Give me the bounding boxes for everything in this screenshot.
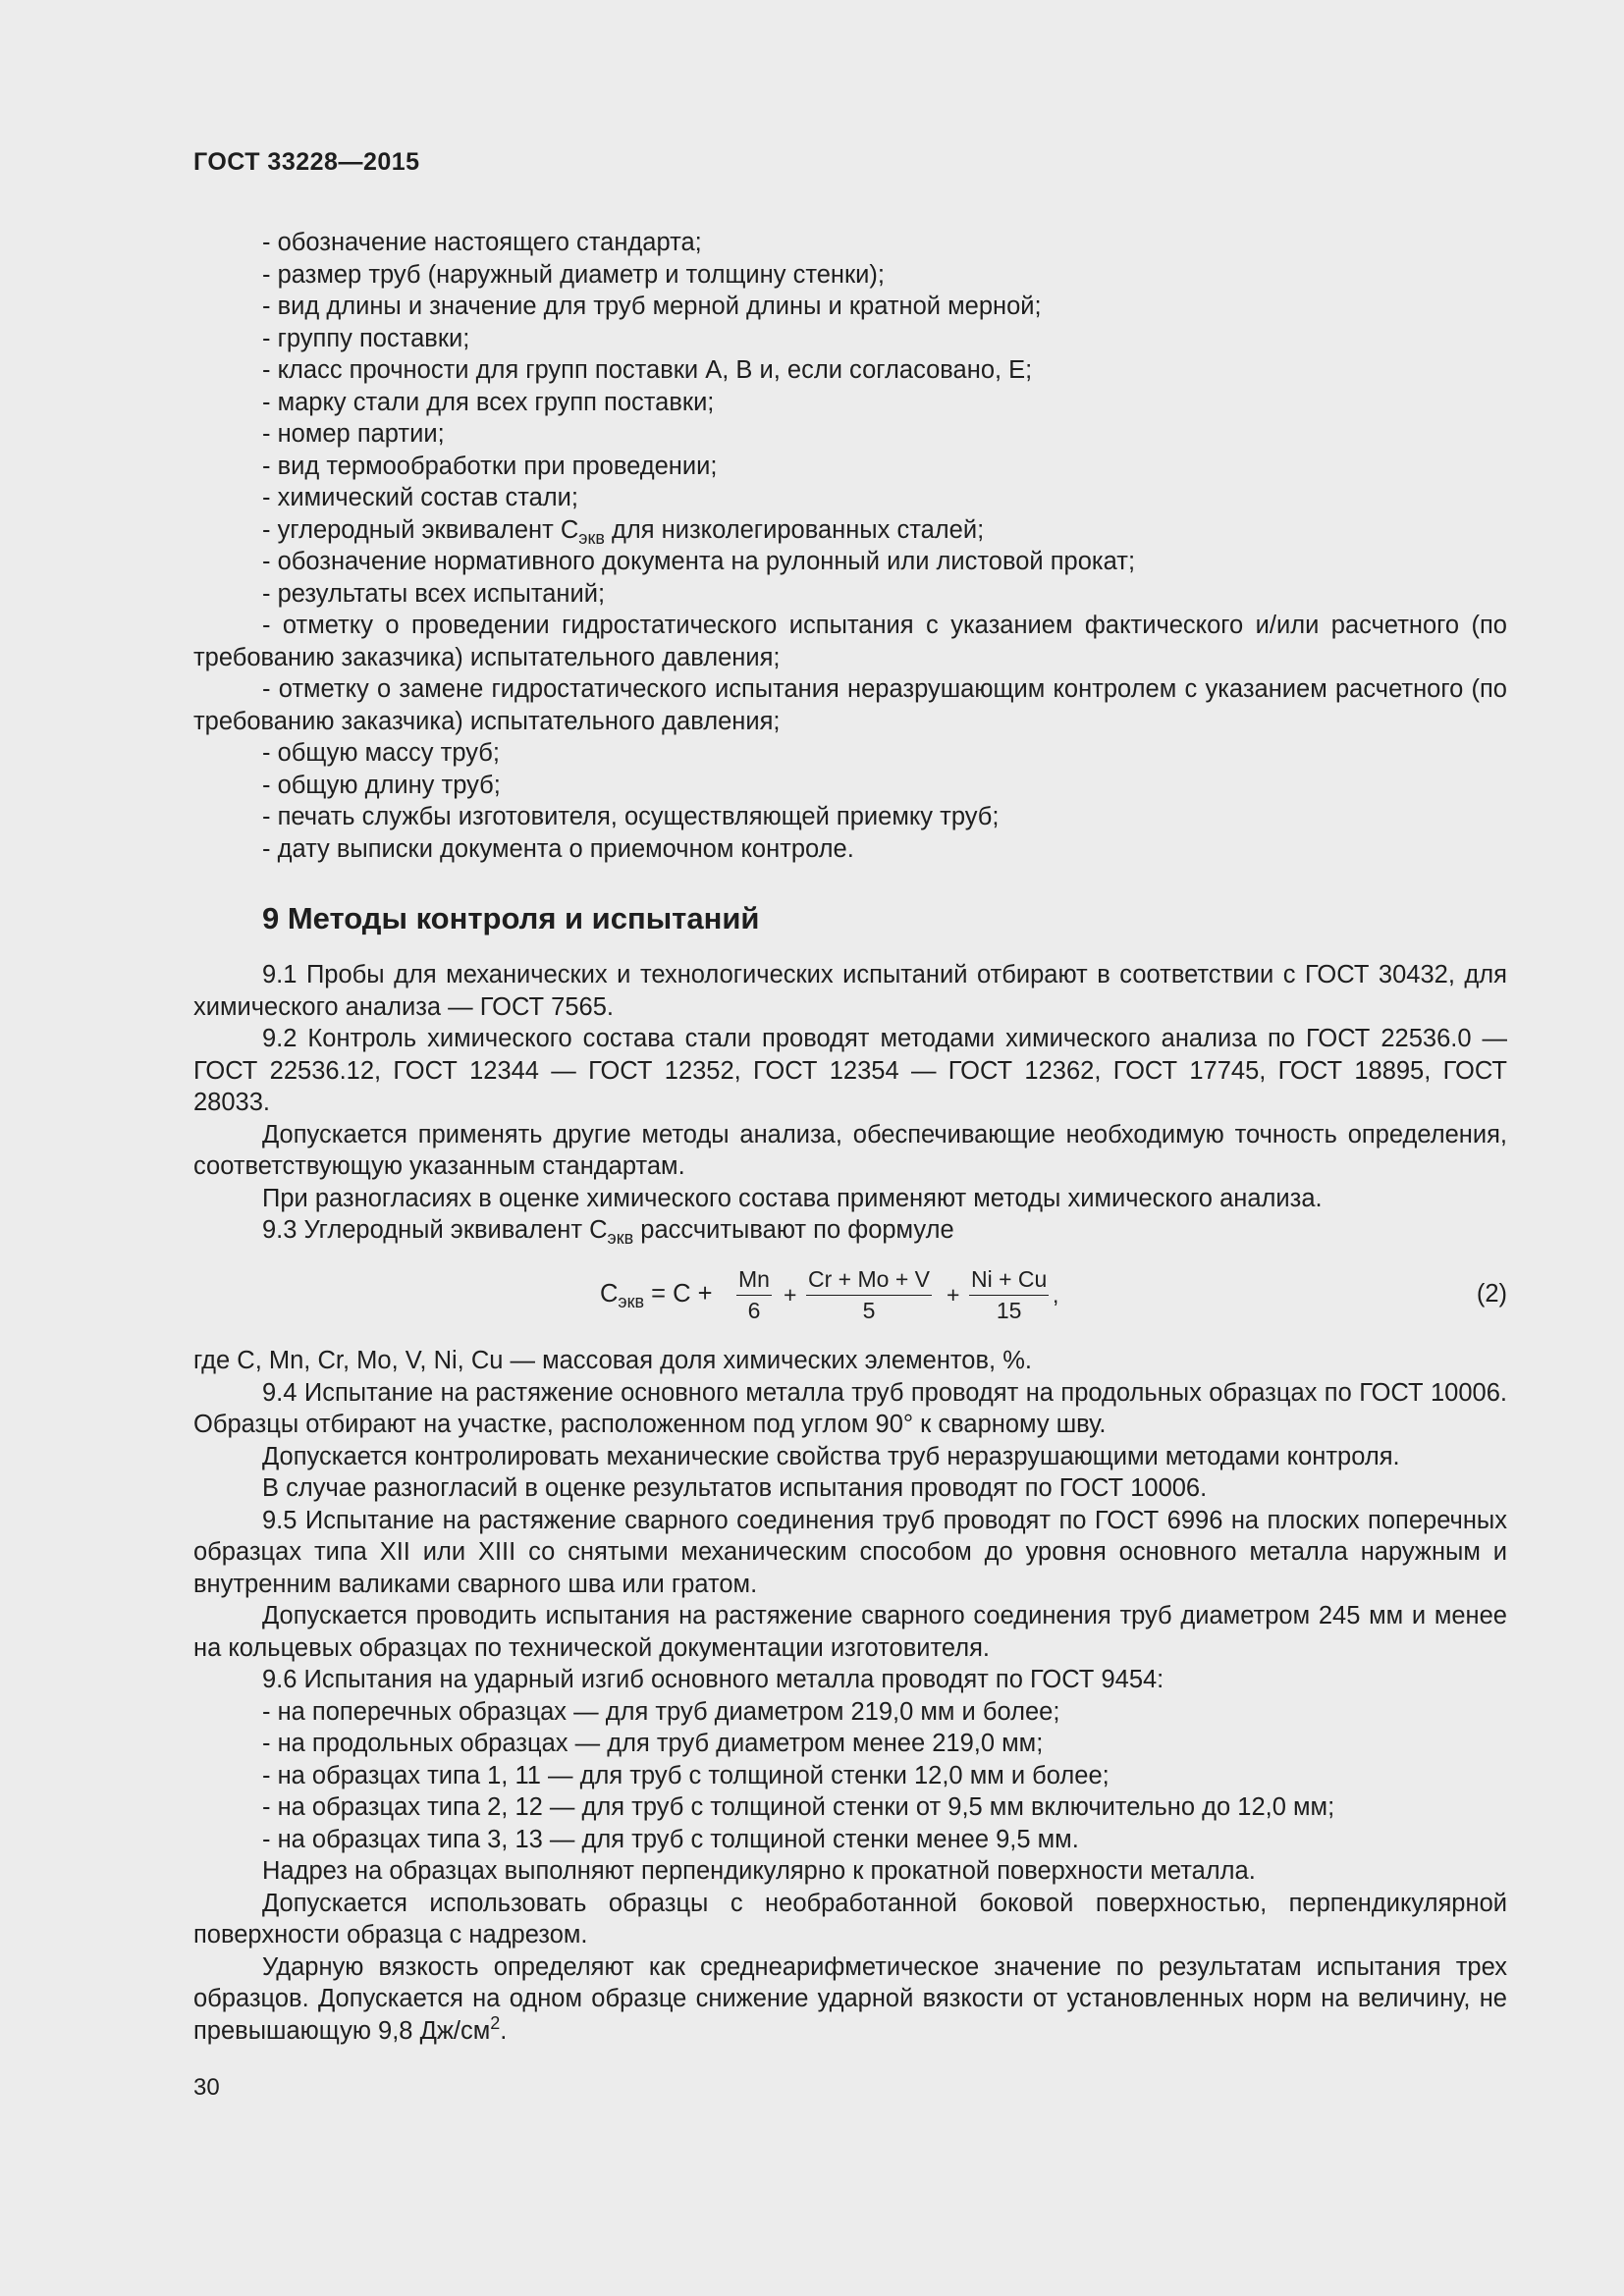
document-info-list: [193, 227, 1507, 865]
page-number: 30: [193, 2074, 220, 2101]
formula-comma: ,: [1053, 1282, 1059, 1308]
fraction-mn: $\frac{Mn}{6}$: [738, 1266, 770, 1323]
paragraph-9-3: 9.3 Углеродный эквивалент $С_{экв}$ рассчитывают по формуле: [262, 1216, 954, 1248]
section-heading: 9 Методы контроля и испытаний: [262, 901, 760, 935]
paragraph: 9.5 Испытание на растяжение сварного соединения труб проводят по ГОСТ 6996 на плоских поперечных образцах типа XII или XIII со снятыми механическим способом до уровня основного металла наружным и внутренним валиками сварного шва или гратом.: [193, 1506, 1507, 1598]
list-item: - химический состав стали;: [262, 484, 578, 511]
fraction-cr-mo-v: $\frac{Cr + Mo + V}{5}$: [808, 1266, 930, 1323]
info-list-top: [193, 227, 1507, 514]
paragraph: где C, Mn, Cr, Mo, V, Ni, Cu — массовая доля химических элементов, %.: [193, 1347, 1032, 1374]
paragraph: В случае разногласий в оценке результатов испытания проводят по ГОСТ 10006.: [262, 1474, 1208, 1502]
paragraph: Надрез на образцах выполняют перпендикулярно к прокатной поверхности металла.: [262, 1857, 1256, 1885]
paragraph: 9.1 Пробы для механических и технологических испытаний отбирают в соответствии с ГОСТ 30432, для химического анализа — ГОСТ 7565.: [193, 961, 1507, 1021]
list-item: - группу поставки;: [262, 324, 470, 352]
plus-sign: +: [947, 1282, 960, 1308]
paragraph: Допускается использовать образцы с необработанной боковой поверхностью, перпендикулярной поверхности образца с надрезом.: [193, 1889, 1507, 1949]
formula-lhs: $С_{экв} = C$ +: [600, 1280, 713, 1311]
list-item: - отметку о замене гидростатического испытания неразрушающим контролем с указанием расчетного (по требованию заказчика) испытательного давления;: [193, 675, 1507, 735]
list-item-carbon-equivalent: - углеродный эквивалент $С_{экв}$ для низколегированных сталей;: [262, 515, 985, 548]
paragraph: Допускается применять другие методы анализа, обеспечивающие необходимую точность определения, соответствующую указанным стандартам.: [193, 1120, 1507, 1180]
paragraph: Допускается проводить испытания на растяжение сварного соединения труб диаметром 245 мм и менее на кольцевых образцах по технической документации изготовителя.: [193, 1602, 1507, 1662]
list-item: - общую длину труб;: [262, 771, 501, 799]
list-item: - размер труб (наружный диаметр и толщину стенки);: [262, 260, 885, 289]
paragraph: - на поперечных образцах — для труб диаметром 219,0 мм и более;: [262, 1697, 1060, 1726]
list-item: - вид термообработки при проведении;: [262, 452, 718, 480]
paragraph: - на образцах типа 2, 12 — для труб с толщиной стенки от 9,5 мм включительно до 12,0 мм;: [262, 1793, 1335, 1821]
paragraph: - на образцах типа 1, 11 — для труб с толщиной стенки 12,0 мм и более;: [262, 1761, 1110, 1789]
list-item: - номер партии;: [262, 420, 445, 448]
list-item: - обозначение нормативного документа на рулонный или листовой прокат;: [262, 548, 1136, 575]
paragraph: 9.2 Контроль химического состава стали проводят методами химического анализа по ГОСТ 22536.0 — ГОСТ 22536.12, ГОСТ 12344 — ГОСТ 12352, ГОСТ 12354 — ГОСТ 12362, ГОСТ 17745, ГОСТ 18895, ГОСТ 28033.: [193, 1025, 1507, 1116]
list-item: - обозначение настоящего стандарта;: [262, 229, 702, 256]
paragraph: При разногласиях в оценке химического состава применяют методы химического анализа.: [262, 1184, 1323, 1212]
formula-number: (2): [1476, 1280, 1507, 1308]
list-item: - вид длины и значение для труб мерной длины и кратной мерной;: [262, 293, 1042, 320]
info-list-bottom: [193, 546, 1507, 865]
list-item: - марку стали для всех групп поставки;: [262, 388, 715, 416]
fraction-ni-cu: $\frac{Ni + Cu}{15}$: [971, 1266, 1048, 1323]
section-body-bottom: [193, 1345, 1507, 2047]
paragraph: - на продольных образцах — для труб диаметром менее 219,0 мм;: [262, 1730, 1044, 1757]
list-item: - печать службы изготовителя, осуществляющей приемку труб;: [262, 803, 1000, 830]
paragraph: - на образцах типа 3, 13 — для труб с толщиной стенки менее 9,5 мм.: [262, 1825, 1079, 1853]
list-item: - результаты всех испытаний;: [262, 579, 606, 608]
list-item: - общую массу труб;: [262, 739, 500, 767]
list-item: - класс прочности для групп поставки А, В и, если согласовано, Е;: [262, 356, 1033, 384]
list-item: - дату выписки документа о приемочном контроле.: [262, 834, 854, 863]
paragraph: 9.4 Испытание на растяжение основного металла труб проводят на продольных образцах по ГОСТ 10006. Образцы отбирают на участке, расположенном под углом 90° к сварному шву.: [193, 1378, 1507, 1438]
paragraph-impact-strength: Ударную вязкость определяют как среднеарифметическое значение по результатам испытания трех образцов. Допускается на одном образце снижение ударной вязкости от установленных норм на величину, не превышающую 9,8 $Дж/см^2$.: [193, 1952, 1507, 2045]
document-code-header: ГОСТ 33228—2015: [193, 148, 420, 176]
plus-sign: +: [784, 1282, 797, 1308]
carbon-equivalent-formula: [193, 1266, 1507, 1325]
list-item: - отметку о проведении гидростатического испытания с указанием фактического и/или расчетного (по требованию заказчика) испытательного давления;: [193, 612, 1507, 671]
paragraph: 9.6 Испытания на ударный изгиб основного металла проводят по ГОСТ 9454:: [262, 1666, 1164, 1693]
paragraph: Допускается контролировать механические свойства труб неразрушающими методами контроля.: [262, 1442, 1400, 1470]
section-body-top: [193, 959, 1507, 1247]
